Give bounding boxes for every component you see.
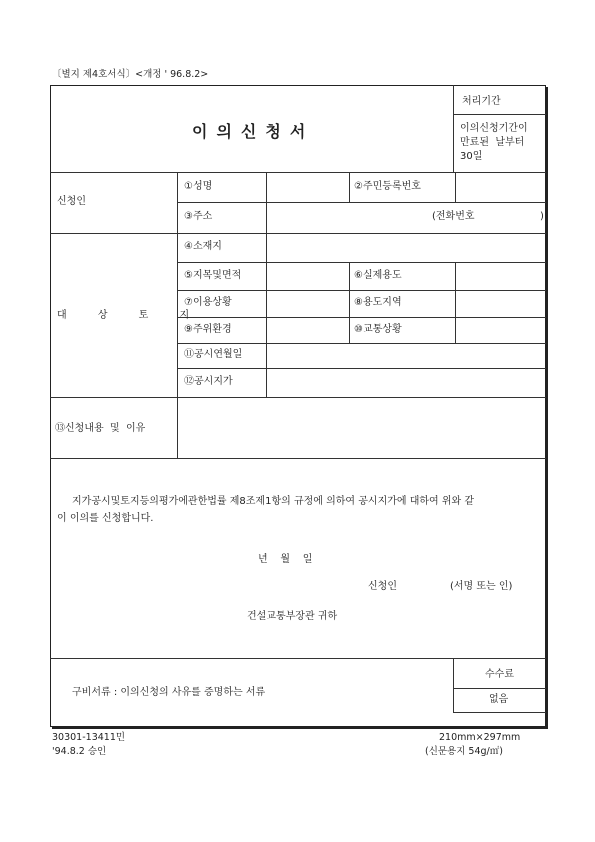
phone-label: (전화번호: [432, 211, 475, 222]
reason-label: ⑬신청내용 및 이유: [55, 423, 146, 434]
fee-value: 없음: [489, 694, 509, 705]
zoning-label: ⑧용도지역: [354, 297, 402, 308]
use-status-field[interactable]: [267, 291, 348, 316]
processing-period-text-3: 30일: [460, 151, 483, 162]
fee-label: 수수료: [485, 669, 514, 680]
rrn-field[interactable]: [456, 173, 545, 201]
announced-price-field[interactable]: [267, 369, 545, 396]
land-second-label-divider: [349, 262, 350, 343]
use-status-label: ⑦이용상황: [184, 297, 232, 308]
form-title: 이의신청서: [192, 122, 315, 141]
footer-approval: '94.8.2 승인: [52, 746, 107, 757]
lot-area-field[interactable]: [267, 263, 348, 289]
processing-label-underline: [453, 114, 546, 115]
sign-note: (서명 또는 인): [450, 581, 513, 592]
address-label: ③주소: [184, 211, 213, 222]
announce-date-label: ⑪공시연월일: [184, 349, 243, 360]
declaration-line-1: 지가공시및토지등의평가에관한법률 제8조제1항의 규정에 의하여 공시지가에 대하여 위와 같: [72, 496, 475, 507]
address-field[interactable]: [267, 203, 427, 232]
actual-use-field[interactable]: [456, 263, 545, 289]
declaration-line-2: 이 이의를 신청합니다.: [57, 513, 154, 524]
target-land-section-label: 대 상 토 지: [57, 310, 204, 321]
signer-label: 신청인: [368, 581, 397, 592]
fee-bottom: [453, 712, 546, 713]
lot-area-label: ⑤지목및면적: [184, 270, 242, 281]
traffic-label: ⑩교통상황: [354, 324, 402, 335]
reason-section-bottom: [50, 458, 546, 459]
form-header-note: 〔별지 제4호서식〕<개정 ' 96.8.2>: [52, 69, 209, 80]
reason-field[interactable]: [178, 398, 545, 457]
announced-price-label: ⑫공시지가: [184, 376, 233, 387]
fee-left-divider: [453, 658, 454, 712]
actual-use-label: ⑥실제용도: [354, 270, 402, 281]
processing-period-text-1: 이의신청기간이: [460, 123, 528, 134]
surroundings-label: ⑨주위환경: [184, 324, 232, 335]
footer-form-number: 30301-13411민: [52, 732, 126, 743]
applicant-section-label: 신청인: [57, 196, 86, 207]
footer-paper-type: (신문용지 54g/㎡): [425, 746, 503, 757]
phone-close: ): [540, 211, 544, 222]
rrn-label: ②주민등록번호: [354, 181, 421, 192]
attachments-text: 구비서류 : 이의신청의 사유를 증명하는 서류: [72, 687, 266, 698]
surroundings-field[interactable]: [267, 318, 348, 342]
date-line: 년 월 일: [258, 554, 313, 565]
processing-period-label: 처리기간: [462, 96, 501, 107]
name-label: ①성명: [184, 181, 213, 192]
rrn-label-divider: [349, 172, 350, 202]
location-field[interactable]: [267, 234, 545, 261]
traffic-field[interactable]: [456, 318, 545, 342]
zoning-field[interactable]: [456, 291, 545, 316]
announce-date-field[interactable]: [267, 344, 545, 367]
processing-period-text-2: 만료된 날부터: [460, 137, 525, 148]
recipient: 건설교통부장관 귀하: [247, 611, 338, 622]
name-field[interactable]: [267, 173, 348, 201]
title-right-divider: [453, 85, 454, 172]
location-label: ④소재지: [184, 241, 222, 252]
footer-paper-size: 210mm×297mm: [439, 732, 521, 743]
fee-divider: [453, 688, 546, 689]
declaration-section-bottom: [50, 658, 546, 659]
